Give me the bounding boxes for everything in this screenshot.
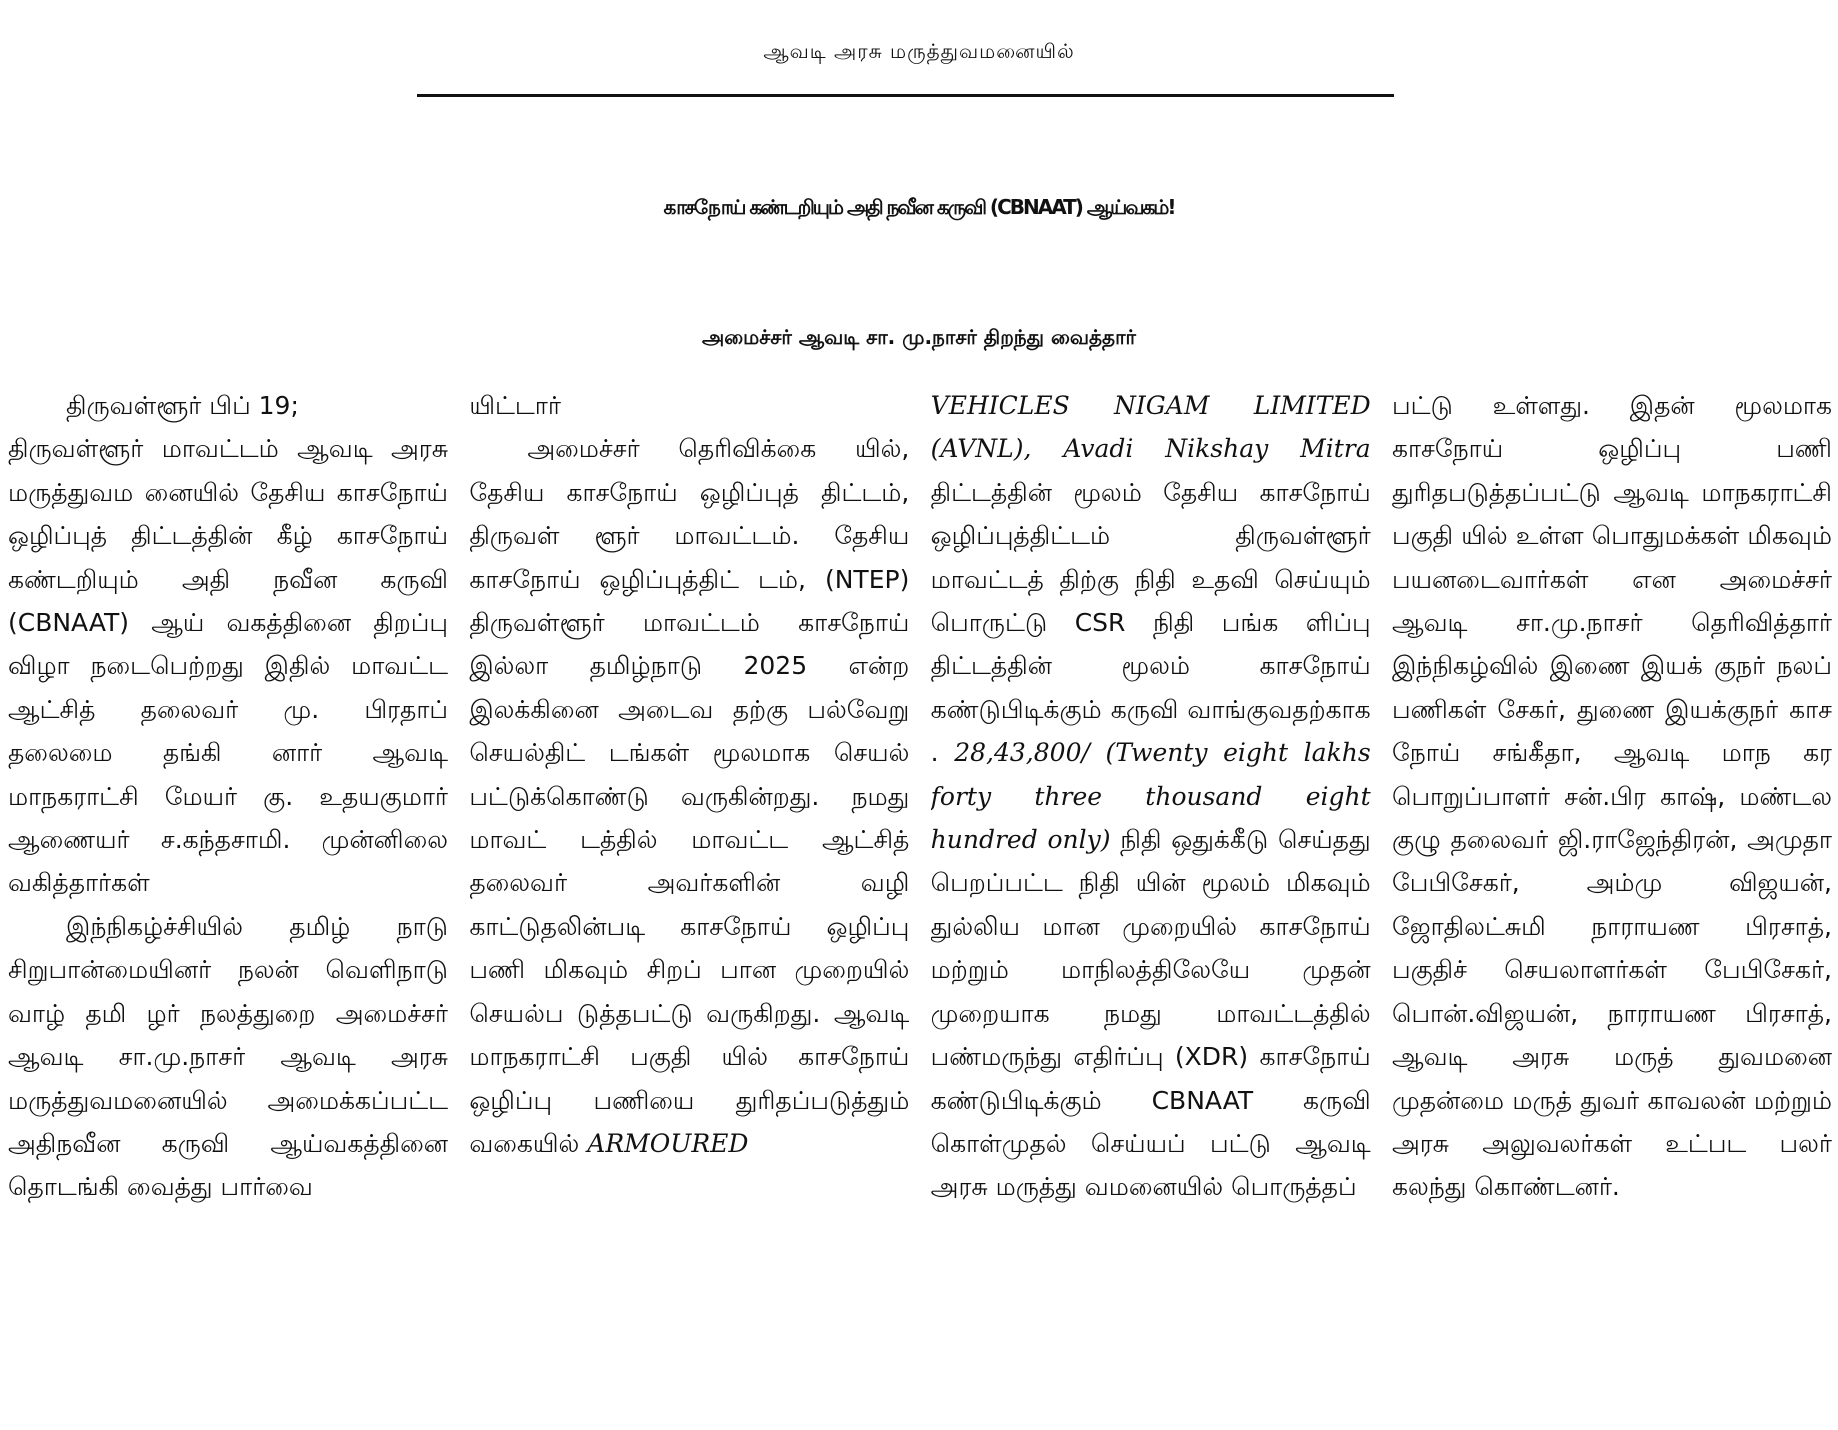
article-body (8, 384, 1832, 1424)
dateline: திருவள்ளூர் பிப் 19; (66, 391, 299, 420)
kicker-headline: ஆவடி அரசு மருத்துவமனையில் (763, 38, 1075, 63)
amount-text: 28,43,800/ (Twenty eight lakhs forty three thousand eight hundred only) (930, 738, 1371, 855)
article-column-1 (8, 384, 448, 1424)
company-name-text: VEHICLES NIGAM LIMITED (AVNL), Avadi Nikshay Mitra (930, 391, 1371, 464)
kicker-underline (417, 94, 1394, 97)
paragraph: இந்நிகழ்ச்சியில் தமிழ் நாடு சிறுபான்மையினர் நலன் வெளிநாடு வாழ் தமி ழர் நலத்துறை அமைச்சர் ஆவடி சா.மு.நாசர் ஆவடி அரசு மருத்துவமனையில் அமைக்கப்பட்ட அதிநவீன கருவி ஆய்வகத்தினை தொடங்கி வைத்து பார்வை (8, 911, 448, 1202)
paragraph: திருவள்ளூர் மாவட்டம் ஆவடி அரசு மருத்துவம னையில் தேசிய காசநோய் ஒழிப்புத் திட்டத்தின் கீழ் காசநோய் கண்டறியும் அதி நவீன கருவி (CBNAAT) ஆய் வகத்தினை திறப்பு விழா நடைபெற்றது இதில் மாவட்ட ஆட்சித் தலைவர் மு. பிரதாப் தலைமை தங்கி னார் ஆவடி மாநகராட்சி மேயர் கு. உதயகுமார் ஆணையர் ச.கந்தசாமி. முன்னிலை வகித்தார்கள் (8, 434, 448, 898)
paragraph: யிட்டார் (469, 391, 561, 420)
paragraph (931, 384, 1371, 1209)
article-column-3 (931, 384, 1371, 1424)
main-headline: காசநோய் கண்டறியும் அதி நவீன கருவி (CBNAAT) ஆய்வகம்! (663, 194, 1175, 219)
article-column-4 (1392, 384, 1832, 1424)
article-column-2 (469, 384, 909, 1424)
paragraph (469, 427, 909, 1165)
paragraph-text: அமைச்சர் தெரிவிக்கை யில், தேசிய காசநோய் ஒழிப்புத் திட்டம், திருவள் ளூர் மாவட்டம். தேசிய காசநோய் ஒழிப்புத்திட் டம், (NTEP) திருவள்ளூர் மாவட்டம் காசநோய் இல்லா தமிழ்நாடு 2025 என்ற இலக்கினை அடைவ தற்கு பல்வேறு செயல்திட் டங்கள் மூலமாக செயல் பட்டுக்கொண்டு வருகின்றது. நமது மாவட் டத்தில் மாவட்ட ஆட்சித் தலைவர் அவர்களின் வழி காட்டுதலின்படி காசநோய் ஒழிப்பு பணி மிகவும் சிறப் பான முறையில் செயல்ப டுத்தபட்டு வருகிறது. ஆவடி மாநகராட்சி பகுதி யில் காசநோய் ஒழிப்பு பணியை துரிதப்படுத்தும் வகையில் (469, 434, 910, 1158)
sub-headline: அமைச்சர் ஆவடி சா. மு.நாசர் திறந்து வைத்தார் (702, 324, 1136, 349)
company-name-text: ARMOURED (587, 1128, 749, 1158)
paragraph-text: நிதி ஒதுக்கீடு செய்தது பெறப்பட்ட நிதி யின் மூலம் மிகவும் துல்லிய மான முறையில் காசநோய் மற்றும் மாநிலத்திலேயே முதன் முறையாக நமது மாவட்டத்தில் பண்மருந்து எதிர்ப்பு (XDR) காசநோய் கண்டுபிடிக்கும் CBNAAT கருவி கொள்முதல் செய்யப் பட்டு ஆவடி அரசு மருத்து வமனையில் பொருத்தப் (930, 825, 1371, 1202)
paragraph: பட்டு உள்ளது. இதன் மூலமாக காசநோய் ஒழிப்பு பணி துரிதபடுத்தப்பட்டு ஆவடி மாநகராட்சி பகுதி யில் உள்ள பொதுமக்கள் மிகவும் பயனடைவார்கள் என அமைச்சர் ஆவடி சா.மு.நாசர் தெரிவித்தார் இந்நிகழ்வில் இணை இயக் குநர் நலப் பணிகள் சேகர், துணை இயக்குநர் காச நோய் சங்கீதா, ஆவடி மாந கர பொறுப்பாளர் சன்.பிர காஷ், மண்டல குழு தலைவர் ஜி.ராஜேந்திரன், அமுதா பேபிசேகர், அம்மு விஜயன், ஜோதிலட்சுமி நாராயண பிரசாத், பகுதிச் செயலாளர்கள் பேபிசேகர், பொன்.விஜயன், நாராயண பிரசாத், ஆவடி அரசு மருத் துவமனை முதன்மை மருத் துவர் காவலன் மற்றும் அரசு அலுவலர்கள் உட்பட பலர் கலந்து கொண்டனர். (1391, 391, 1832, 1202)
paragraph-text: திட்டத்தின் மூலம் தேசிய காசநோய் ஒழிப்புத்திட்டம் திருவள்ளூர் மாவட்டத் திற்கு நிதி உதவி செய்யும் பொருட்டு CSR நிதி பங்க ளிப்பு திட்டத்தின் மூலம் காசநோய் கண்டுபிடிக்கும் கருவி வாங்குவதற்காக . (930, 477, 1371, 768)
